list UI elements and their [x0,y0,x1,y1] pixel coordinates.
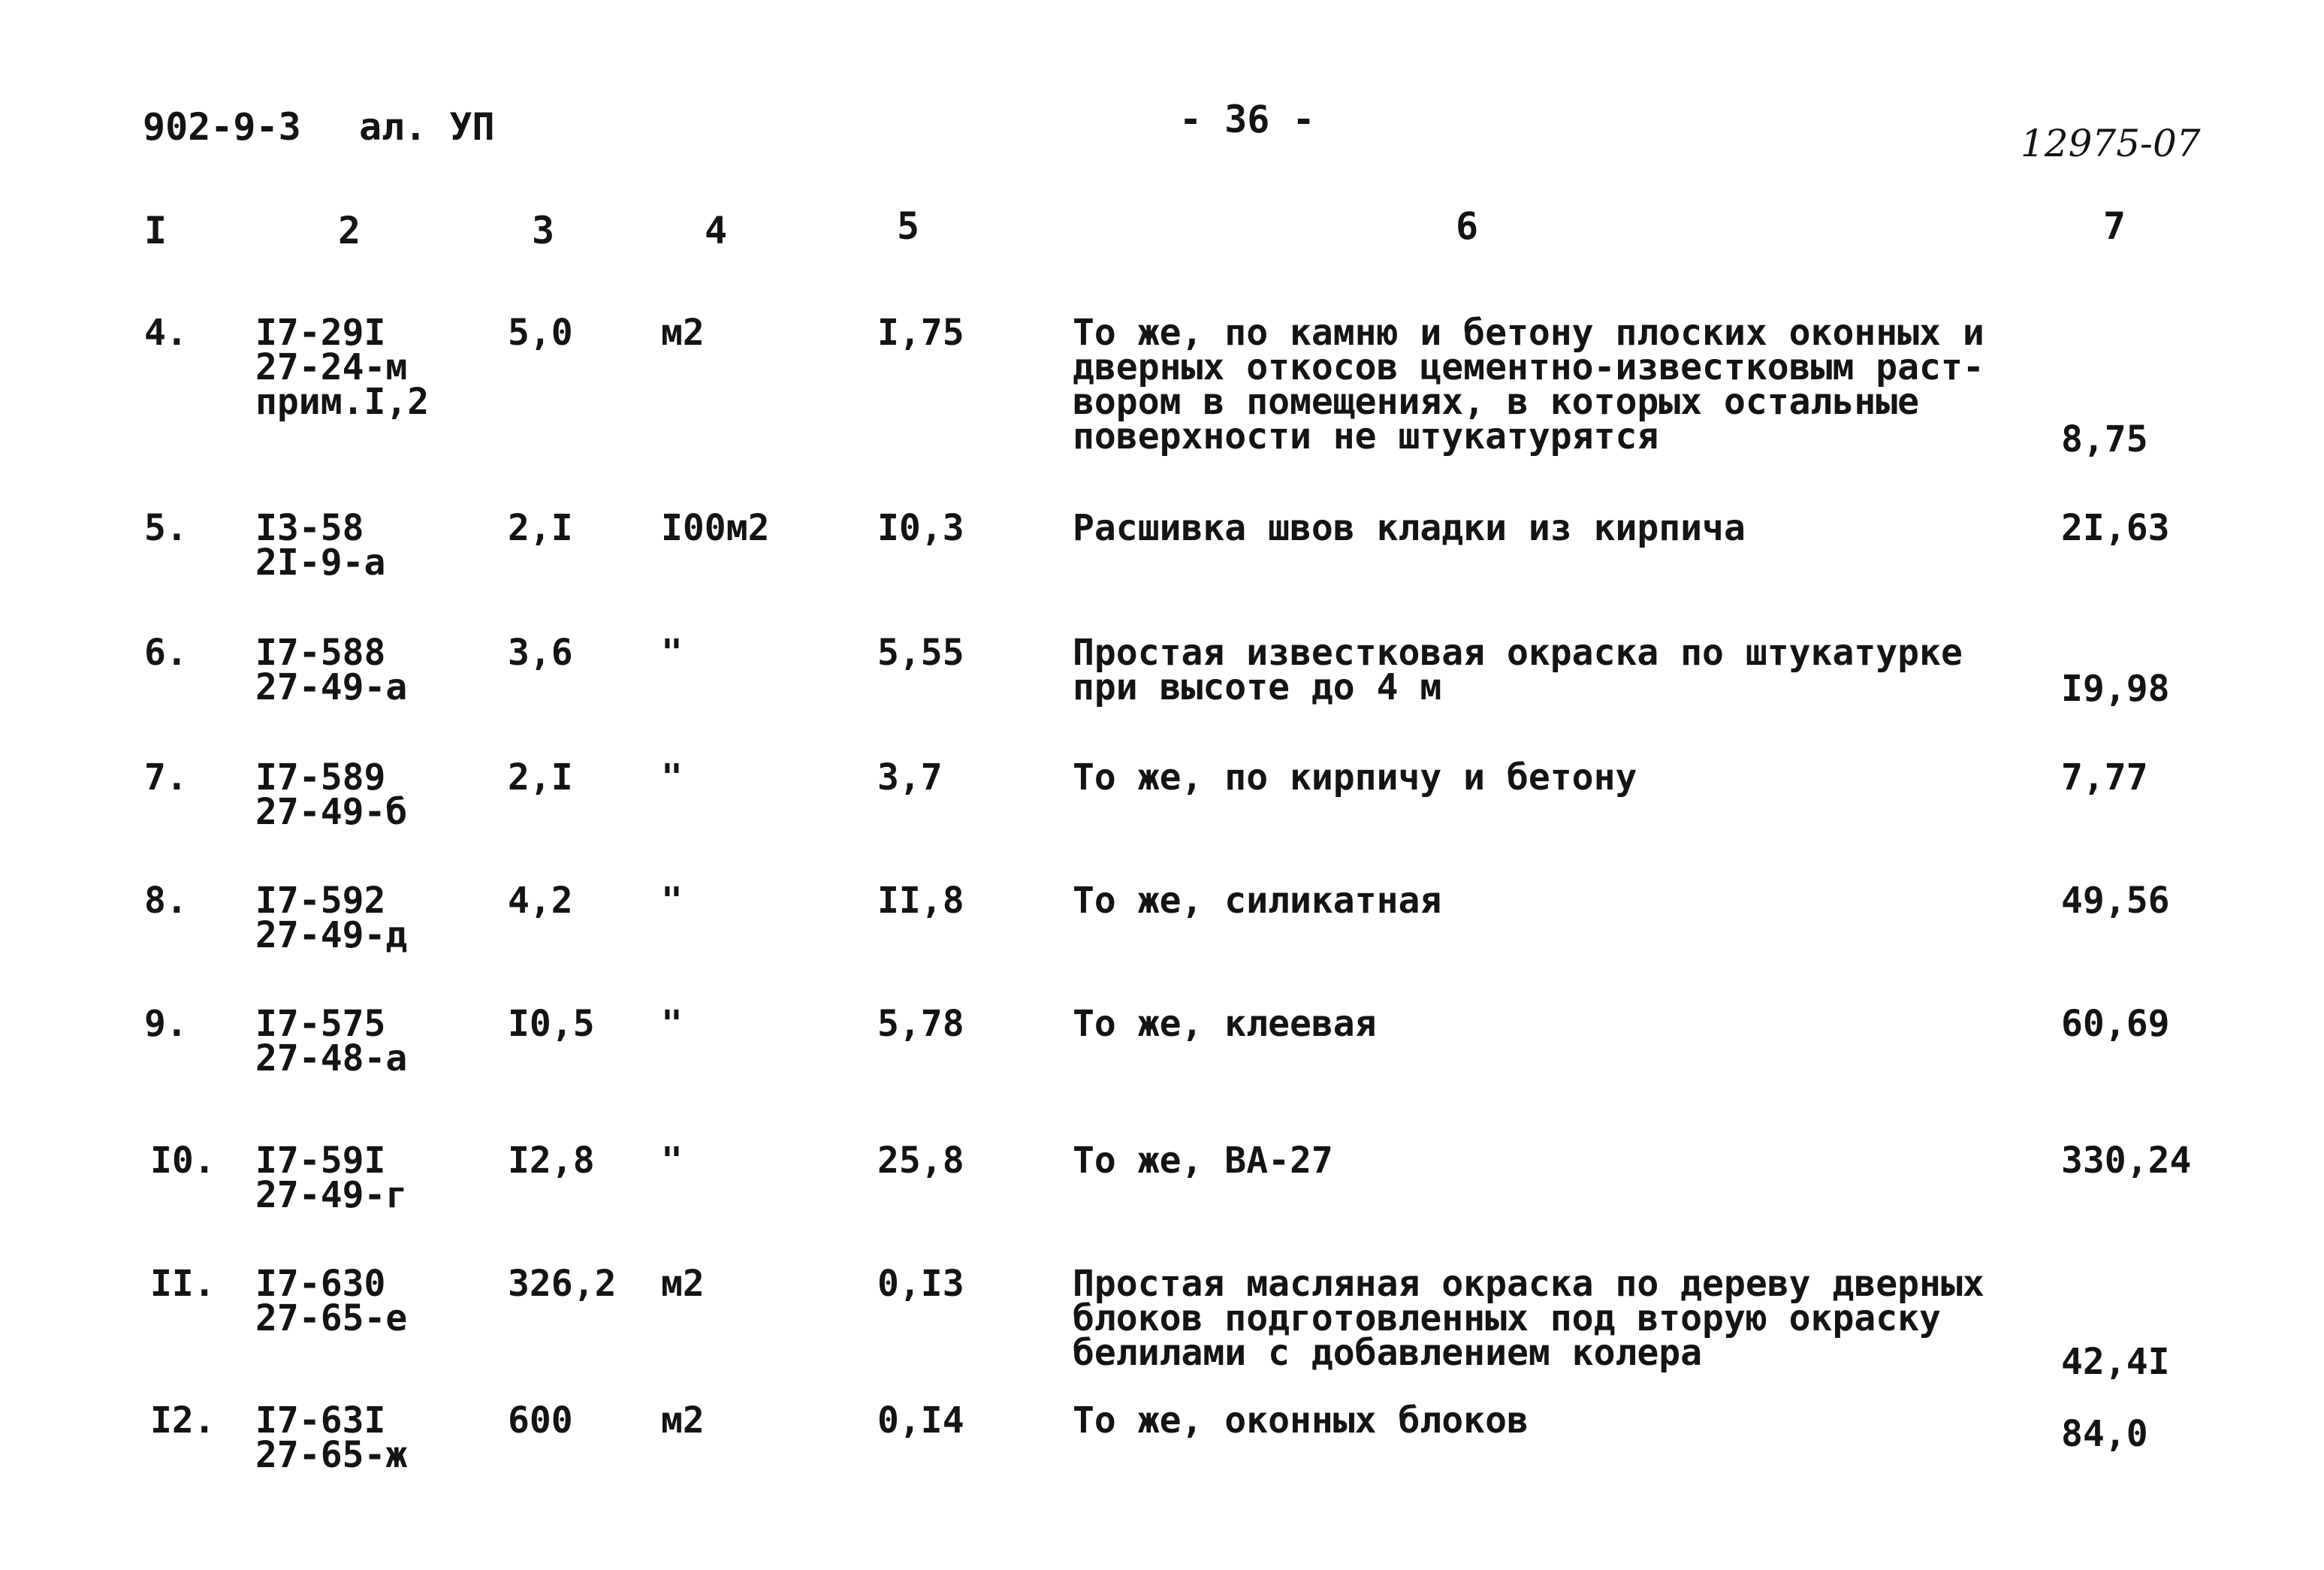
rate-code: 27-65-ж [255,1434,408,1476]
work-description [1073,1399,1529,1442]
quantity: I0,5 [508,1003,595,1045]
quantity: 326,2 [508,1263,617,1305]
work-description [1073,1263,1984,1374]
description-line: белилами с добавлением колера [1073,1332,1703,1374]
unit: м2 [661,1399,705,1442]
quantity: 5,0 [508,312,573,354]
quantity: 2,I [508,756,573,799]
rate-code: I7-589 [255,756,386,799]
unit-price: I,75 [877,312,964,354]
description-line: Простая известковая окраска по штукатурке [1073,632,1963,674]
quantity: 600 [508,1399,573,1442]
total-cost: 60,69 [2061,1003,2170,1045]
unit-price: 5,78 [877,1003,964,1045]
work-description [1073,756,1637,799]
quantity: 4,2 [508,880,573,922]
row-number: 7. [144,756,188,799]
rate-codes [255,1399,408,1476]
description-line: То же, по кирпичу и бетону [1073,756,1637,799]
column-number: 4 [705,209,728,252]
description-line: То же, ВА-27 [1073,1140,1333,1182]
unit: " [661,1140,683,1182]
unit: м2 [661,312,705,354]
row-number: 8. [144,880,188,922]
rate-code: I7-59I [255,1140,386,1182]
rate-codes [255,1263,408,1339]
unit-price: 3,7 [877,756,943,799]
unit-price: 0,I4 [877,1399,964,1442]
rate-codes [255,880,408,956]
unit-price: II,8 [877,880,964,922]
rate-code: I7-63I [255,1399,386,1442]
description-line: вором в помещениях, в которых остальные [1073,381,1920,423]
rate-code: 27-49-г [255,1174,408,1216]
rate-code: 27-48-а [255,1037,408,1079]
rate-codes [255,756,408,833]
work-description [1073,507,1746,549]
unit: I00м2 [661,507,770,549]
column-number: 7 [2103,204,2126,248]
column-number: 6 [1456,204,1479,248]
total-cost: I9,98 [2061,668,2170,710]
description-line: при высоте до 4 м [1073,666,1442,708]
unit: " [661,632,683,674]
total-cost: 2I,63 [2061,507,2170,549]
row-number: I0. [150,1140,216,1182]
work-description [1073,632,1963,708]
rate-codes [255,312,430,423]
description-line: То же, силикатная [1073,880,1442,922]
quantity: 3,6 [508,632,573,674]
total-cost: 42,4I [2061,1341,2170,1383]
rate-code: I7-630 [255,1263,386,1305]
rate-code: 2I-9-а [255,542,386,584]
rate-codes [255,507,386,584]
description-line: блоков подготовленных под вторую окраску [1073,1297,1941,1339]
total-cost: 49,56 [2061,880,2170,922]
quantity: I2,8 [508,1140,595,1182]
unit-price: 0,I3 [877,1263,964,1305]
rate-codes [255,1003,408,1079]
rate-code: прим.I,2 [255,381,430,423]
quantity: 2,I [508,507,573,549]
total-cost: 7,77 [2061,756,2148,799]
column-number: 2 [338,209,361,252]
unit: м2 [661,1263,705,1305]
unit-price: I0,3 [877,507,964,549]
description-line: дверных откосов цементно-известковым раст- [1073,346,1984,388]
work-description [1073,312,1984,457]
rate-code: 27-65-е [255,1297,408,1339]
rate-codes [255,1140,408,1216]
row-number: 6. [144,632,188,674]
column-number: 5 [897,204,920,248]
total-cost: 8,75 [2061,418,2148,460]
inventory-number: 12975-07 [2021,122,2201,165]
column-number: 3 [532,209,555,252]
row-number: 4. [144,312,188,354]
work-description [1073,1140,1333,1182]
rate-code: I7-588 [255,632,386,674]
rate-codes [255,632,408,708]
unit: " [661,1003,683,1045]
row-number: II. [150,1263,216,1305]
description-line: То же, клеевая [1073,1003,1377,1045]
rate-code: 27-24-м [255,346,408,388]
row-number: 5. [144,507,188,549]
rate-code: I7-592 [255,880,386,922]
unit: " [661,756,683,799]
total-cost: 330,24 [2061,1140,2192,1182]
description-line: То же, по камню и бетону плоских оконных и [1073,312,1984,354]
row-number: 9. [144,1003,188,1045]
description-line: Расшивка швов кладки из кирпича [1073,507,1746,549]
description-line: поверхности не штукатурятся [1073,415,1659,457]
document-code: 902-9-3 [143,105,301,149]
unit-price: 5,55 [877,632,964,674]
work-description [1073,880,1442,922]
rate-code: 27-49-д [255,914,408,956]
unit: " [661,880,683,922]
page-number: - 36 - [1179,98,1315,141]
column-number: I [144,209,168,252]
rate-code: 27-49-б [255,791,408,833]
rate-code: I7-29I [255,312,386,354]
work-description [1073,1003,1377,1045]
row-number: I2. [150,1399,216,1442]
rate-code: 27-49-а [255,666,408,708]
rate-code: I3-58 [255,507,364,549]
total-cost: 84,0 [2061,1413,2148,1455]
description-line: Простая масляная окраска по дереву дверных [1073,1263,1984,1305]
album-label: ал. УП [359,105,495,149]
description-line: То же, оконных блоков [1073,1399,1529,1442]
unit-price: 25,8 [877,1140,964,1182]
rate-code: I7-575 [255,1003,386,1045]
